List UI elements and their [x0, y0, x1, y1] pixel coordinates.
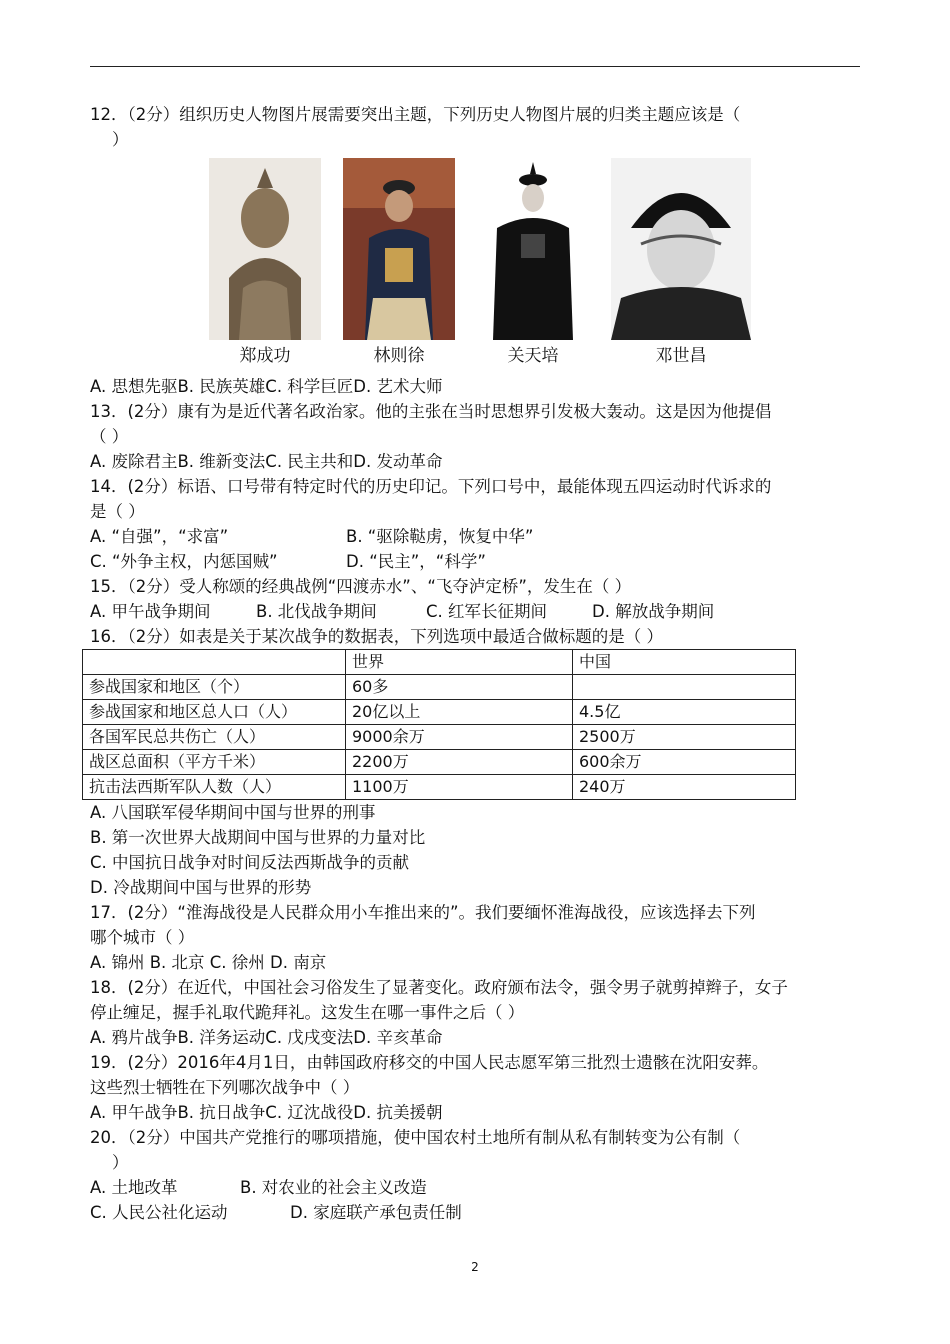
table-row	[83, 775, 796, 800]
table-cell: 9000余万	[346, 725, 573, 750]
portrait-image	[343, 158, 455, 340]
q15-option-b: B. 北伐战争期间	[256, 602, 377, 621]
q14-option-c: C. “外争主权，内惩国贼”	[90, 552, 278, 571]
table-cell: 参战国家和地区总人口（人）	[83, 700, 346, 725]
table-cell: 60多	[346, 675, 573, 700]
q20-option-d: D. 家庭联产承包责任制	[290, 1203, 462, 1222]
q17-options: A. 锦州 B. 北京 C. 徐州 D. 南京	[90, 953, 327, 972]
q15-option-d: D. 解放战争期间	[592, 602, 715, 621]
table-cell: 2500万	[573, 725, 796, 750]
question-18	[90, 975, 860, 1050]
portrait-zheng-chenggong	[209, 158, 321, 370]
table-cell: 战区总面积（平方千米）	[83, 750, 346, 775]
table-header-cell: 中国	[573, 650, 796, 675]
q13-stem: 13．(2分）康有为是近代著名政治家。他的主张在当时思想界引发极大轰动。这是因为他提倡	[90, 402, 772, 421]
table-header-cell	[83, 650, 346, 675]
portrait-image	[611, 158, 751, 340]
table-cell: 1100万	[346, 775, 573, 800]
q20-option-c: C. 人民公社化运动	[90, 1203, 228, 1222]
q15-option-a: A. 甲午战争期间	[90, 602, 211, 621]
table-cell: 2200万	[346, 750, 573, 775]
q19-stem: 19．(2分）2016年4月1日，由韩国政府移交的中国人民志愿军第三批烈士遗骸在沈阳安葬。	[90, 1053, 769, 1072]
table-row	[83, 700, 796, 725]
q20-options-row1	[90, 1175, 860, 1200]
question-12	[90, 102, 860, 399]
q12-options: A. 思想先驱B. 民族英雄C. 科学巨匠D. 艺术大师	[90, 377, 443, 396]
q17-stem-cont: 哪个城市（ ）	[90, 928, 195, 947]
q20-stem-cont: ）	[112, 1153, 129, 1172]
q14-option-d: D. “民主”，“科学”	[346, 552, 486, 571]
table-row	[83, 725, 796, 750]
table-header-cell: 世界	[346, 650, 573, 675]
question-17	[90, 900, 860, 975]
header-rule	[90, 66, 860, 67]
table-cell: 各国军民总共伤亡（人）	[83, 725, 346, 750]
q13-options: A. 废除君主B. 维新变法C. 民主共和D. 发动革命	[90, 452, 443, 471]
portrait-image	[477, 158, 589, 340]
q16-data-table	[82, 649, 796, 800]
q15-option-c: C. 红军长征期间	[426, 602, 548, 621]
q16-option-b: B. 第一次世界大战期间中国与世界的力量对比	[90, 828, 426, 847]
q12-stem-cont: ）	[112, 130, 129, 149]
q16-option-c: C. 中国抗日战争对时间反法西斯战争的贡献	[90, 853, 410, 872]
portrait-caption: 关天培	[507, 346, 559, 366]
question-20	[90, 1125, 860, 1225]
table-cell: 参战国家和地区（个）	[83, 675, 346, 700]
portrait-caption: 郑成功	[239, 346, 291, 366]
q16-option-a: A. 八国联军侵华期间中国与世界的刑事	[90, 803, 376, 822]
q17-stem: 17．(2分）“淮海战役是人民群众用小车推出来的”。我们要缅怀淮海战役，应该选择去下列	[90, 903, 756, 922]
q12-portraits	[200, 158, 760, 370]
table-row	[83, 750, 796, 775]
table-cell: 600余万	[573, 750, 796, 775]
page-number: 2	[471, 1260, 479, 1274]
q18-stem: 18．(2分）在近代，中国社会习俗发生了显著变化。政府颁布法令，强令男子就剪掉辫子，女子	[90, 978, 788, 997]
q19-options: A. 甲午战争B. 抗日战争C. 辽沈战役D. 抗美援朝	[90, 1103, 443, 1122]
table-cell: 240万	[573, 775, 796, 800]
q14-stem: 14．(2分）标语、口号带有特定时代的历史印记。下列口号中，最能体现五四运动时代诉求的	[90, 477, 772, 496]
q14-options-row1	[90, 524, 860, 549]
question-13	[90, 399, 860, 474]
table-cell: 抗击法西斯军队人数（人）	[83, 775, 346, 800]
q15-stem: 15．（2分）受人称颂的经典战例“四渡赤水”、“飞夺泸定桥”，发生在（ ）	[90, 577, 632, 596]
portrait-caption: 邓世昌	[655, 346, 707, 366]
portrait-caption: 林则徐	[373, 346, 425, 366]
q16-stem: 16．（2分）如表是关于某次战争的数据表，下列选项中最适合做标题的是（ ）	[90, 627, 663, 646]
q18-options: A. 鸦片战争B. 洋务运动C. 戊戌变法D. 辛亥革命	[90, 1028, 443, 1047]
question-15	[90, 574, 860, 624]
q20-stem: 20．（2分）中国共产党推行的哪项措施，使中国农村土地所有制从私有制转变为公有制（	[90, 1128, 741, 1147]
q20-options-row2	[90, 1200, 860, 1225]
q14-option-a: A. “自强”，“求富”	[90, 527, 229, 546]
question-19	[90, 1050, 860, 1125]
q13-stem-cont: （ ）	[90, 427, 129, 446]
q16-option-d: D. 冷战期间中国与世界的形势	[90, 878, 312, 897]
portrait-image	[209, 158, 321, 340]
q14-options-row2	[90, 549, 860, 574]
q20-option-b: B. 对农业的社会主义改造	[240, 1178, 427, 1197]
q15-options	[90, 599, 860, 624]
table-cell: 20亿以上	[346, 700, 573, 725]
question-14	[90, 474, 860, 574]
portrait-deng-shichang	[611, 158, 751, 370]
q20-option-a: A. 土地改革	[90, 1178, 178, 1197]
q12-stem: 12．（2分）组织历史人物图片展需要突出主题，下列历史人物图片展的归类主题应该是（	[90, 105, 741, 124]
q14-option-b: B. “驱除鞑虏，恢复中华”	[346, 527, 534, 546]
table-header-row	[83, 650, 796, 675]
exam-content	[90, 102, 860, 1225]
question-16	[90, 624, 860, 900]
q19-stem-cont: 这些烈士牺牲在下列哪次战争中（ ）	[90, 1078, 360, 1097]
table-cell	[573, 675, 796, 700]
table-cell: 4.5亿	[573, 700, 796, 725]
q18-stem-cont: 停止缠足，握手礼取代跪拜礼。这发生在哪一事件之后（ ）	[90, 1003, 525, 1022]
portrait-lin-zexu	[343, 158, 455, 370]
portrait-guan-tianpei	[477, 158, 589, 370]
q14-stem-cont: 是（ ）	[90, 502, 145, 521]
table-row	[83, 675, 796, 700]
